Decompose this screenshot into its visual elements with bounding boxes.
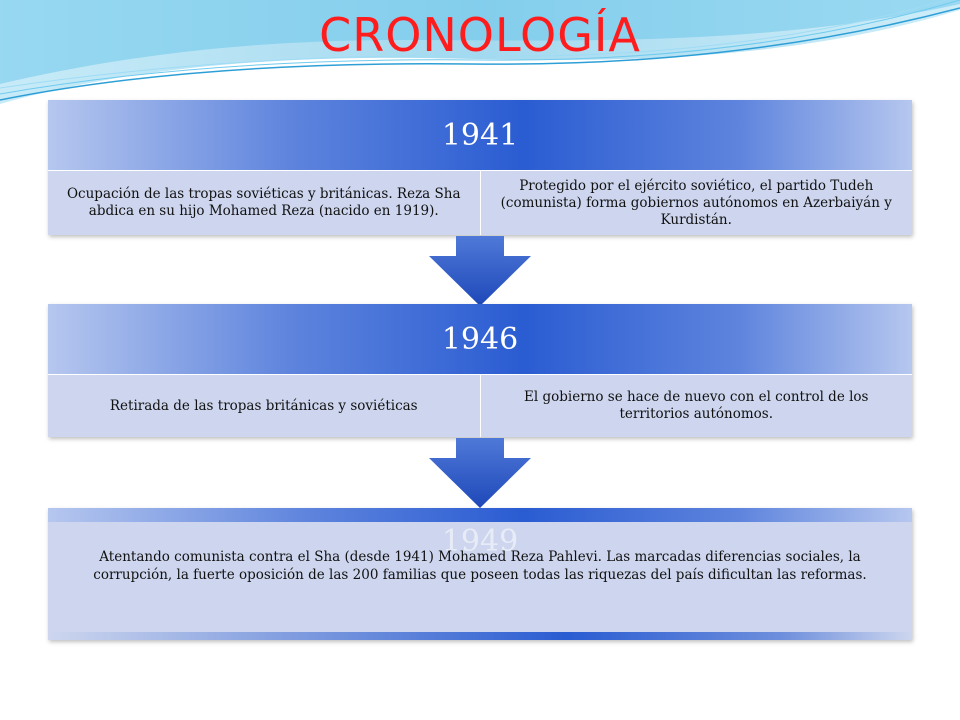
timeline-event: Protegido por el ejército soviético, el partido Tudeh (comunista) forma gobiernos autónomos en Azerbaiyán y Kurdistán. xyxy=(480,171,913,235)
timeline-events xyxy=(48,374,912,437)
timeline-event: El gobierno se hace de nuevo con el control de los territorios autónomos. xyxy=(480,375,913,437)
timeline-event: Atentando comunista contra el Sha (desde 1941) Mohamed Reza Pahlevi. Las marcadas diferencias sociales, la corrupción, la fuerte oposición de las 200 familias que poseen todas las riquezas del país dificultan las reformas. xyxy=(93,549,867,583)
timeline-event: Retirada de las tropas británicas y soviéticas xyxy=(109,397,418,414)
down-arrow-icon xyxy=(429,236,531,306)
header-band xyxy=(48,508,912,522)
timeline-year: 1949 xyxy=(441,524,519,559)
timeline-block-1949 xyxy=(48,508,912,640)
timeline-events xyxy=(48,170,912,235)
timeline-block-1946 xyxy=(48,304,912,437)
slide-title: CRONOLOGÍA xyxy=(319,8,641,62)
down-arrow-icon xyxy=(429,438,531,508)
timeline-year: 1946 xyxy=(48,304,912,374)
timeline-year: 1941 xyxy=(48,100,912,170)
footer-band xyxy=(48,632,912,640)
timeline-block-1941 xyxy=(48,100,912,235)
timeline-event: Ocupación de las tropas soviéticas y británicas. Reza Sha abdica en su hijo Mohamed Reza (nacido en 1919). xyxy=(66,186,461,219)
